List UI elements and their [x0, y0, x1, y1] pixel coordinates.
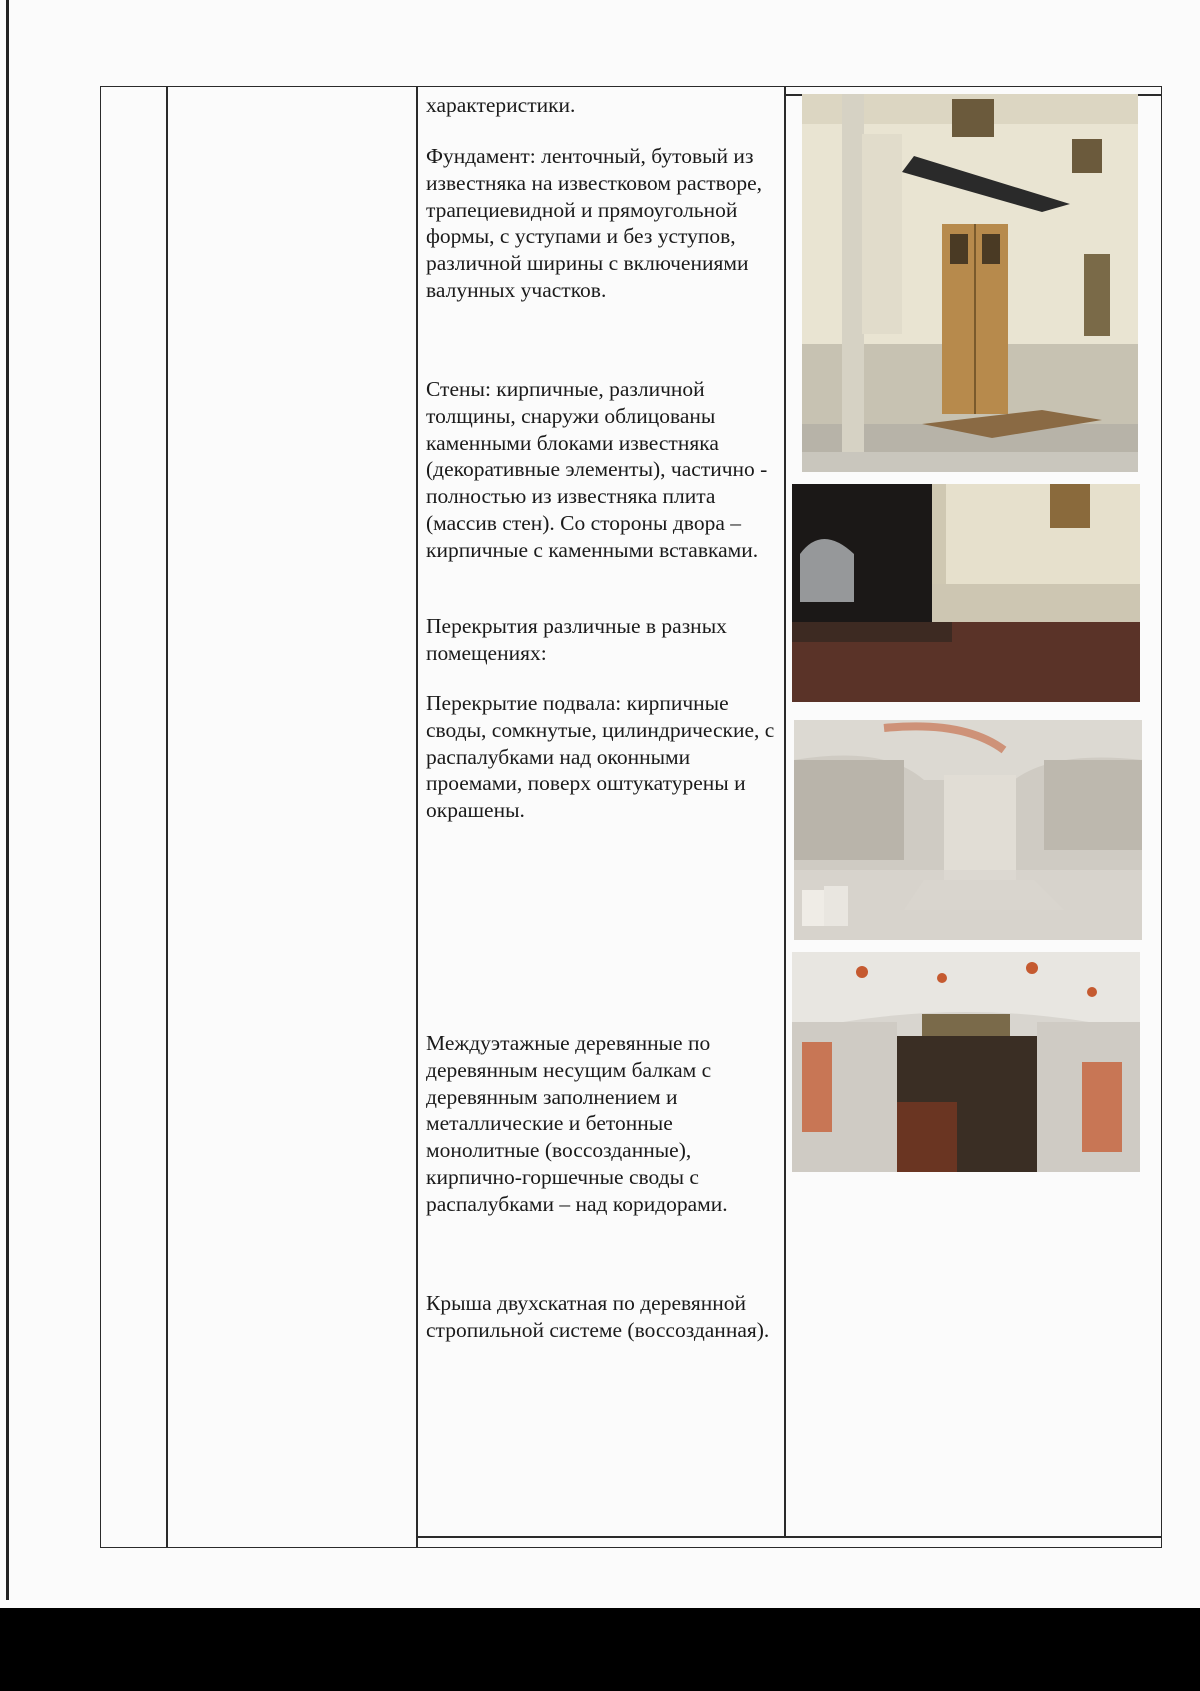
paragraph-basement: Перекрытие подвала: кирпичные своды, сомкнутые, цилиндрические, с распалубками над оконными проемами, поверх оштукатурены и окрашены. — [426, 691, 775, 823]
paragraph-interfloor: Междуэтажные деревянные по деревянным несущим балкам с деревянным заполнением и металлические и бетонные монолитные (воссозданные), кирпично-горшечные своды с распалубками – над коридорами. — [426, 1031, 728, 1216]
photo-basement-pillar — [794, 720, 1142, 940]
paragraph-floors: Перекрытия различные в разных помещениях: — [426, 614, 727, 665]
scan-left-edge — [6, 0, 9, 1600]
paragraph-foundation: Фундамент: ленточный, бутовый из известняка на известковом растворе, трапециевидной и прямоугольной формы, с уступами и без уступов, различной ширины с включениями валунных участков. — [426, 144, 763, 302]
scan-bottom-bar — [0, 1608, 1200, 1691]
paragraph-roof: Крыша двухскатная по деревянной стропильной системе (воссозданная). — [426, 1291, 770, 1342]
column-divider-2 — [416, 86, 418, 1548]
column-divider-1 — [166, 86, 168, 1548]
paragraph-walls: Стены: кирпичные, различной толщины, снаружи облицованы каменными блоками известняка (декоративные элементы), частично - полностью из известняка плита (массив стен). Со стороны двора – кирпичные с каменными вставками. — [426, 377, 768, 562]
paragraph-intro: характеристики. — [426, 93, 576, 117]
photo-facade-entrance — [802, 94, 1138, 472]
table-inner-bottom-rule — [416, 1536, 1162, 1538]
photo-courtyard-arch — [792, 484, 1140, 702]
photo-brick-vault — [792, 952, 1140, 1172]
